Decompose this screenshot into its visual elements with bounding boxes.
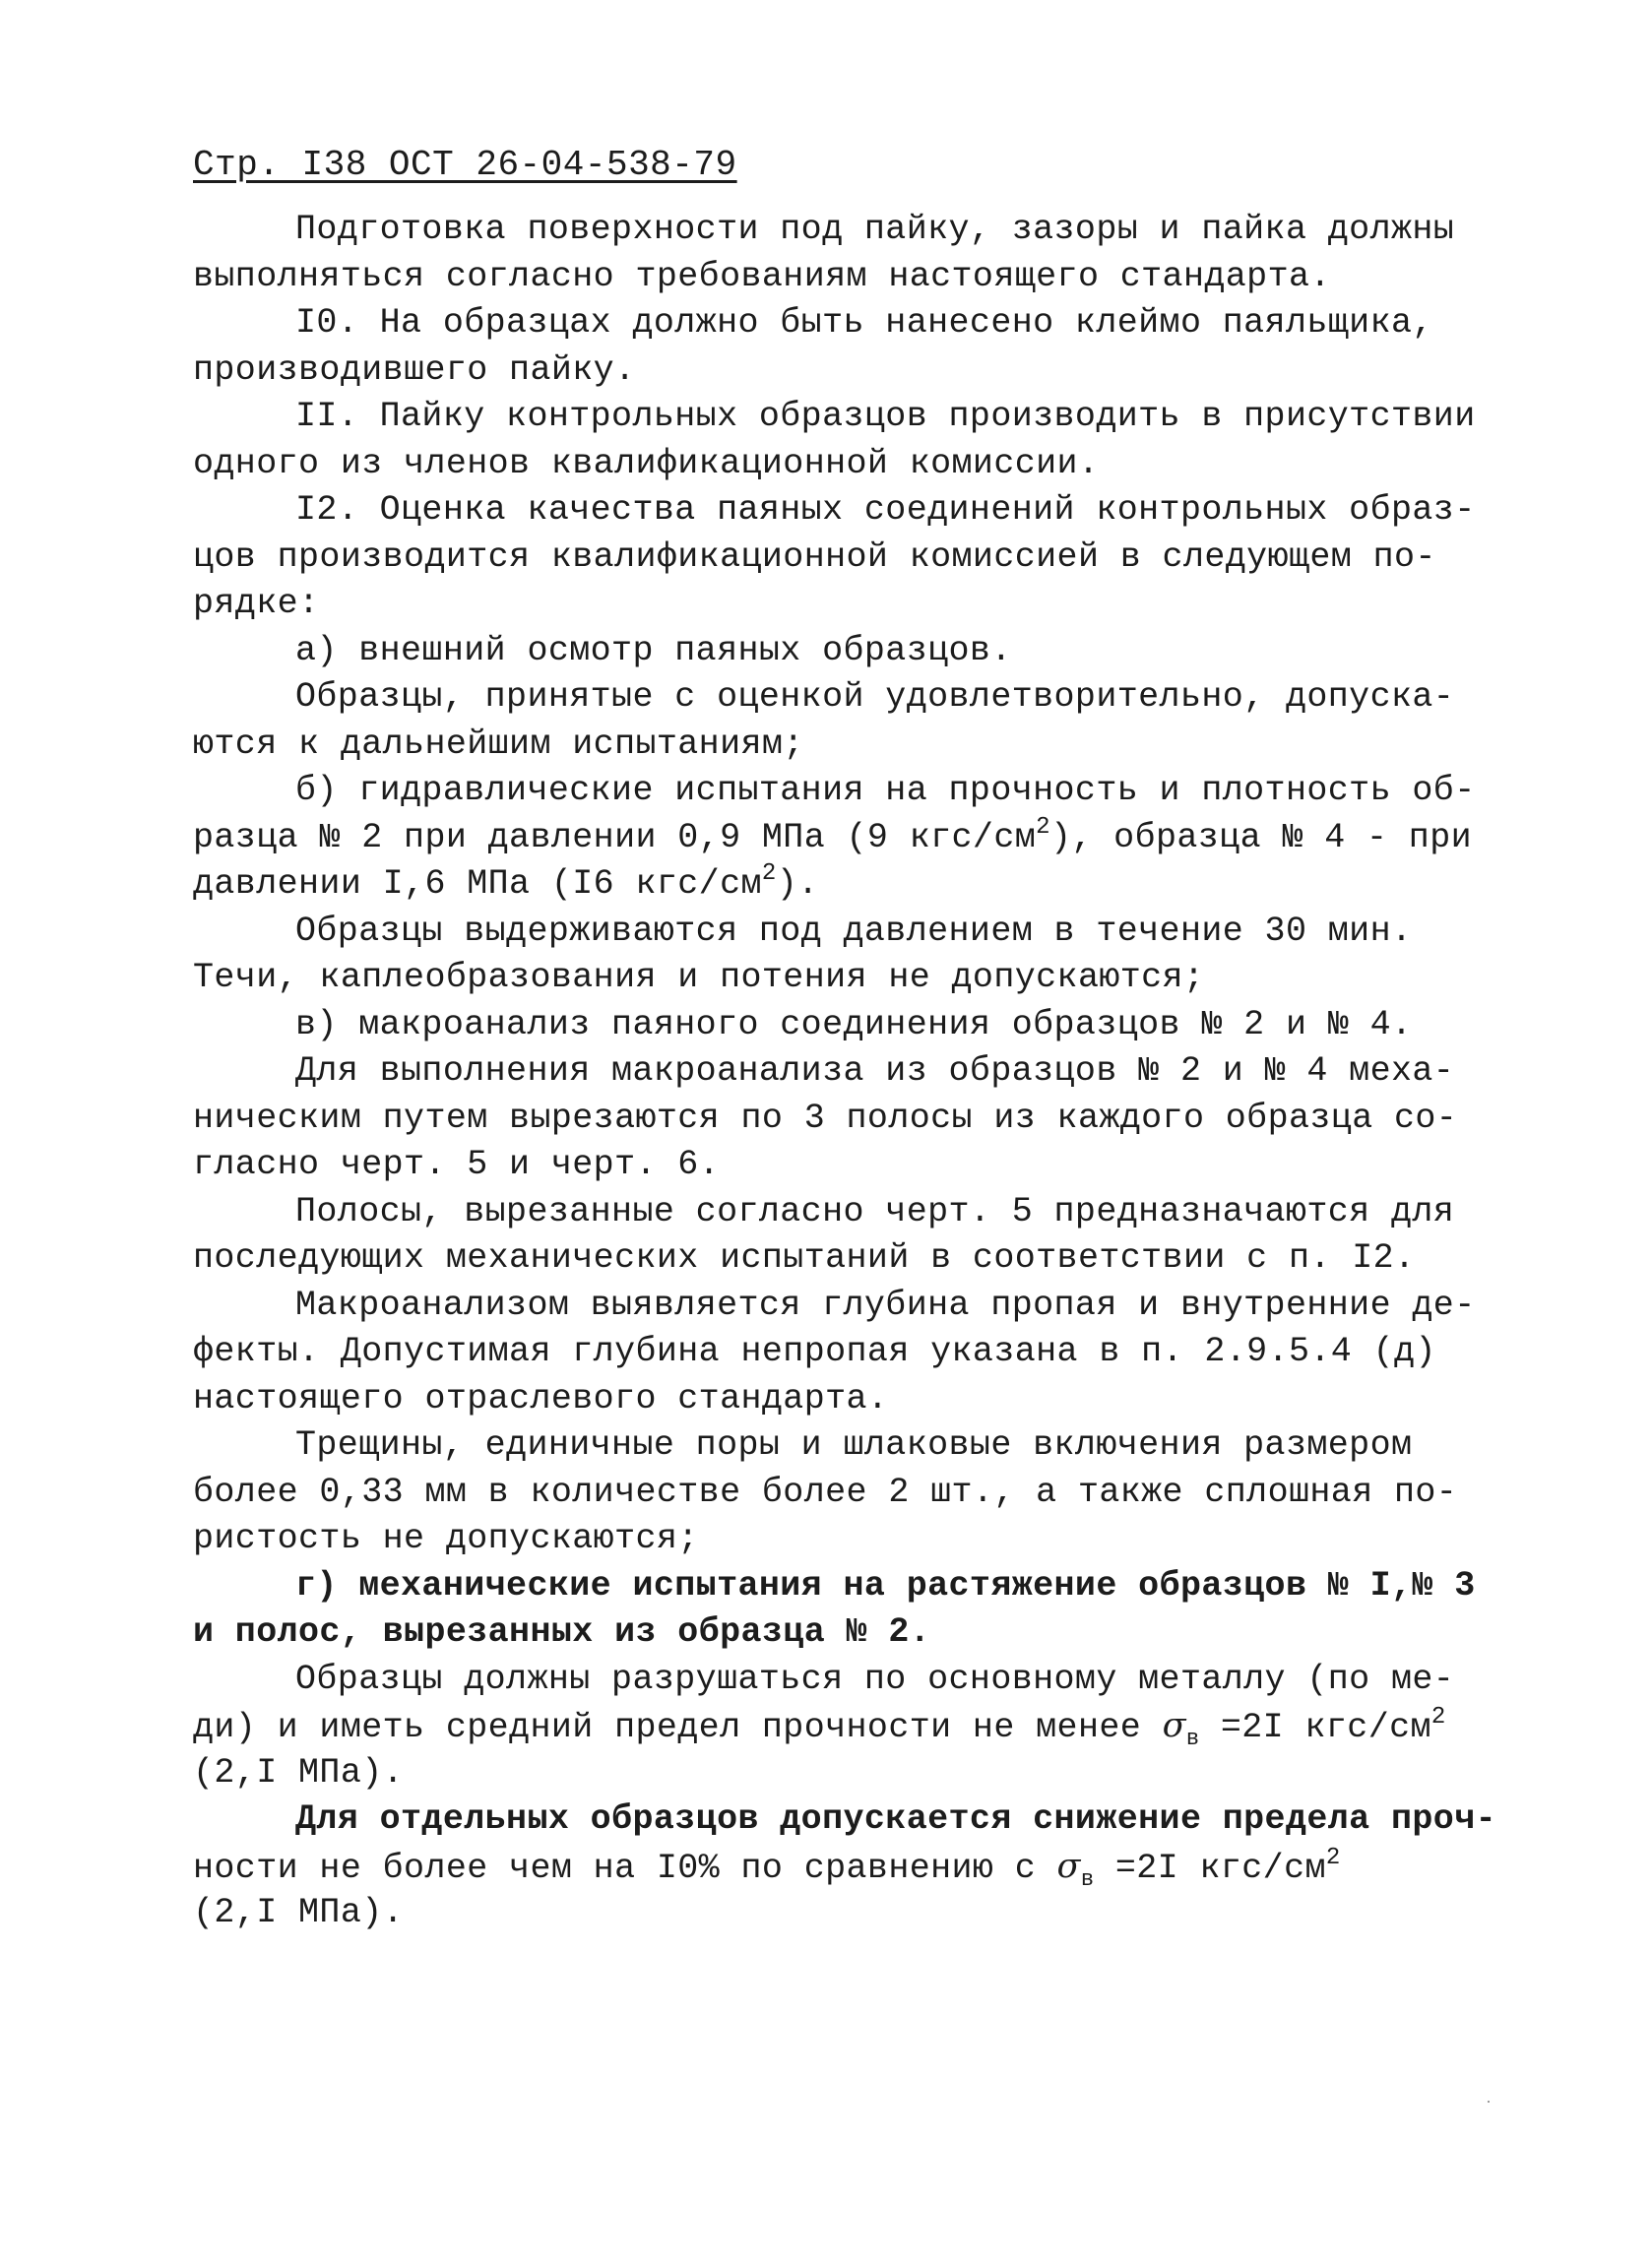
formula-tail: =2I кгс/см <box>1199 1708 1431 1747</box>
text-line <box>193 1283 1483 1330</box>
text-line-content: I0. На образцах должно быть нанесено клеймо паяльщика, <box>295 303 1433 343</box>
page-header: Стр. I38 ОСТ 26-04-538-79 <box>193 145 737 185</box>
text-line <box>193 1329 1483 1376</box>
text-line <box>193 1376 1483 1423</box>
superscript: 2 <box>1036 813 1050 841</box>
formula <box>761 860 819 904</box>
text-line-content: ническим путем вырезаются по 3 полосы из каждого образца со- <box>193 1098 1458 1138</box>
text-line <box>193 1470 1483 1517</box>
text-line <box>193 581 1483 628</box>
text-line <box>193 1096 1483 1143</box>
text-line <box>193 535 1483 582</box>
text-line <box>193 1890 1483 1937</box>
text-line-content: Полосы, вырезанные согласно черт. 5 предназначаются для <box>295 1191 1455 1231</box>
text-line <box>193 1750 1483 1797</box>
text-line-content: производившего пайку. <box>193 349 636 390</box>
text-line-content: последующих механических испытаний в соответствии с п. I2. <box>193 1238 1416 1278</box>
text-line <box>193 1657 1483 1704</box>
text-line <box>193 300 1483 347</box>
text-line <box>193 1235 1483 1283</box>
subscript: в <box>1185 1727 1200 1751</box>
text-line <box>193 674 1483 722</box>
text-line-content: Для выполнения макроанализа из образцов № 2 и № 4 меха- <box>295 1051 1455 1091</box>
text-line-content: Образцы выдерживаются под давлением в течение 30 мин. <box>295 911 1413 951</box>
text-line-content: Течи, каплеобразования и потения не допускаются; <box>193 958 1205 997</box>
text-line <box>193 628 1483 675</box>
text-line-content: Для отдельных образцов допускается снижение предела проч- <box>295 1799 1496 1839</box>
text-line-content: рядке: <box>193 584 320 623</box>
subscript: в <box>1080 1866 1095 1892</box>
text-line-content: Подготовка поверхности под пайку, зазоры и пайка должны <box>295 210 1455 249</box>
text-line-content: цов производится квалификационной комиссией в следующем по- <box>193 536 1436 577</box>
text-line-content: одного из членов квалификационной комиссии. <box>193 443 1100 483</box>
text-line <box>193 487 1483 535</box>
text-line <box>193 815 1483 862</box>
text-line <box>193 768 1483 815</box>
text-line-content: Трещины, единичные поры и шлаковые включения размером <box>295 1425 1413 1465</box>
text-line-content: в) макроанализ паяного соединения образцов № 2 и № 4. <box>295 1004 1413 1044</box>
text-line <box>193 1609 1483 1657</box>
text-line <box>193 1703 1483 1750</box>
text-line <box>193 1844 1483 1891</box>
text-line-content: Образцы должны разрушаться по основному металлу (по ме- <box>295 1659 1455 1699</box>
sigma-symbol: σ <box>1056 1846 1081 1886</box>
sigma-symbol: σ <box>1162 1706 1186 1745</box>
text-line-content: Образцы, принятые с оценкой удовлетворительно, допуска- <box>295 677 1455 717</box>
text-line <box>193 1048 1483 1096</box>
formula <box>1036 813 1473 857</box>
text-line-content: фекты. Допустимая глубина непропая указана в п. 2.9.5.4 (д) <box>193 1332 1436 1371</box>
text-line <box>193 1142 1483 1189</box>
formula <box>1162 1704 1446 1751</box>
text-line-content: б) гидравлические испытания на прочность и плотность об- <box>295 771 1476 810</box>
text-line-content: ности не более чем на I0% по сравнению с <box>193 1848 1057 1888</box>
text-line <box>193 1516 1483 1563</box>
text-line-content: гласно черт. 5 и черт. 6. <box>193 1145 721 1184</box>
text-line-content: II. Пайку контрольных образцов производить в присутствии <box>295 397 1476 436</box>
text-line <box>193 909 1483 956</box>
superscript: 2 <box>761 860 777 887</box>
text-line-content: давлении I,6 МПа (I6 кгс/см <box>193 864 762 904</box>
text-line <box>193 861 1483 909</box>
text-line-content: разца № 2 при давлении 0,9 МПа (9 кгс/см <box>193 817 1037 857</box>
text-line-content: г) механические испытания на растяжение образцов № I,№ 3 <box>295 1565 1476 1606</box>
text-line-content: Макроанализом выявляется глубина пропая и внутренние де- <box>295 1285 1476 1325</box>
text-line <box>193 955 1483 1002</box>
text-line-content: I2. Оценка качества паяных соединений контрольных образ- <box>295 490 1476 530</box>
text-line <box>193 347 1483 395</box>
document-body <box>193 207 1496 1937</box>
superscript: 2 <box>1325 1844 1341 1871</box>
text-line <box>193 254 1483 301</box>
text-line <box>193 1422 1483 1470</box>
text-line <box>193 1002 1483 1049</box>
text-line <box>193 441 1483 488</box>
text-line-content: выполняться согласно требованиям настоящего стандарта. <box>193 256 1331 296</box>
text-line-content: ристость не допускаются; <box>193 1519 699 1558</box>
formula-tail: =2I кгс/см <box>1094 1848 1326 1888</box>
text-line-content: а) внешний осмотр паяных образцов. <box>295 630 1012 670</box>
text-line-content: ди) и иметь средний предел прочности не менее <box>193 1708 1163 1747</box>
text-line-content: настоящего отраслевого стандарта. <box>193 1378 889 1418</box>
text-line-content: (2,I МПа). <box>193 1893 405 1932</box>
text-line <box>193 722 1483 769</box>
superscript: 2 <box>1430 1704 1446 1731</box>
text-line <box>193 207 1483 254</box>
text-line-content: ются к дальнейшим испытаниям; <box>193 724 804 764</box>
text-line <box>193 1796 1496 1844</box>
scan-speck <box>1488 2101 1490 2103</box>
text-line <box>193 394 1483 441</box>
text-line <box>193 1563 1483 1610</box>
formula <box>1056 1844 1341 1892</box>
text-line-content: (2,I МПа). <box>193 1752 405 1793</box>
formula-tail: ). <box>776 864 819 904</box>
text-line <box>193 1189 1483 1236</box>
text-line-content: более 0,33 мм в количестве более 2 шт., а также сплошная по- <box>193 1472 1458 1512</box>
formula-tail: ), образца № 4 - при <box>1049 817 1473 857</box>
text-line-content: и полос, вырезанных из образца № 2. <box>193 1612 931 1652</box>
